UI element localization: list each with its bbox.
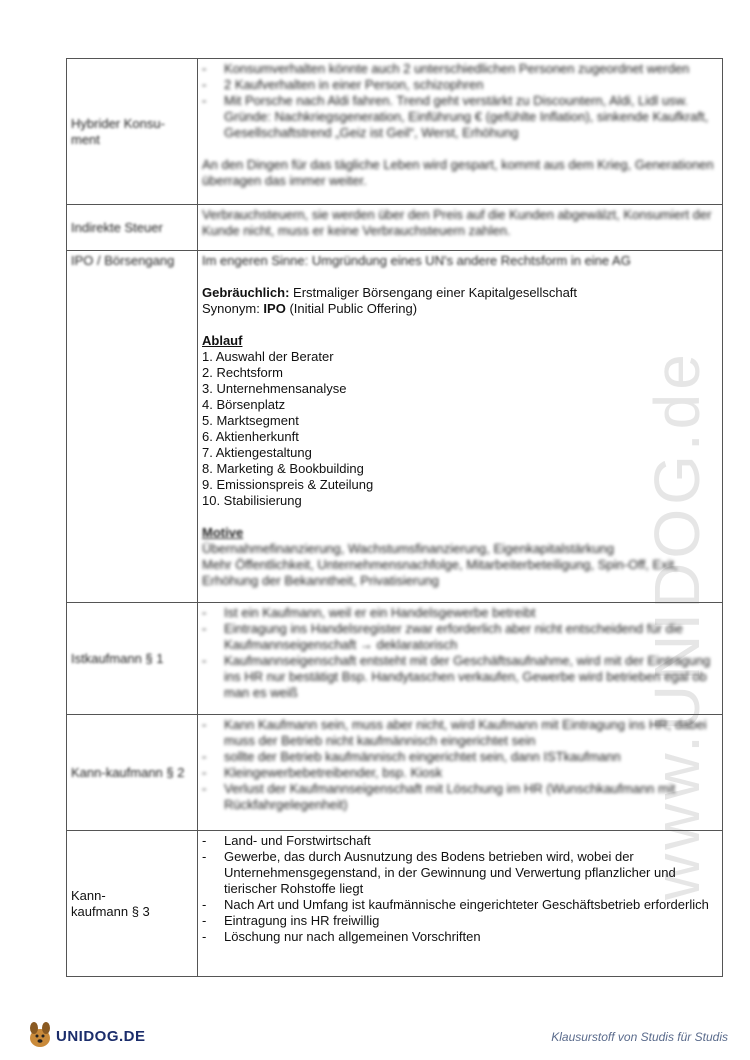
step-item: 5. Marktsegment — [202, 413, 299, 428]
row-label: Kann-kaufmann § 2 — [67, 715, 198, 831]
bullet-list — [202, 833, 718, 945]
bullet-list — [202, 605, 718, 701]
row-content — [198, 603, 723, 715]
paragraph: An den Dingen für das tägliche Leben wird gespart, kommt aus dem Krieg, Generationen überragen das immer weiter. — [202, 157, 714, 188]
bullet-list — [202, 61, 718, 141]
synonym: Synonym: IPO (Initial Public Offering) — [202, 301, 418, 316]
table-row — [67, 831, 723, 977]
list-item: - Nach Art und Umfang ist kaufmännische eingerichteter Geschäftsbetrieb erforderlich — [202, 897, 718, 913]
list-item: - Eintragung ins Handelsregister zwar erforderlich aber nicht entscheidend für die Kaufmannseigenschaft → deklaratorisch — [202, 621, 718, 653]
list-item: - Verlust der Kaufmannseigenschaft mit Löschung im HR (Wunschkaufmann mit Rückfahrgelegenheit) — [202, 781, 718, 813]
table-row — [67, 59, 723, 205]
list-item: - sollte der Betrieb kaufmännisch eingerichtet sein, dann ISTkaufmann — [202, 749, 718, 765]
footer-tagline: Klausurstoff von Studis für Studis — [551, 1030, 728, 1044]
list-item: - Land- und Forstwirtschaft — [202, 833, 718, 849]
list-item: - Kaufmannseigenschaft entsteht mit der Geschäftsaufnahme, wird mit der Eintragung ins HR nur bestätigt Bsp. Handytaschen verkaufen, Gewerbe wird betrieben egal ob man es weiß — [202, 653, 718, 701]
watermark: www.UNIDOG.de — [641, 350, 713, 900]
content-table — [66, 58, 723, 977]
ablauf-heading: Ablauf — [202, 333, 243, 348]
row-label: Hybrider Konsu-ment — [67, 59, 198, 205]
bullet-list — [202, 717, 718, 813]
row-content — [198, 715, 723, 831]
common-definition: Gebräuchlich: Erstmaliger Börsengang einer Kapitalgesellschaft — [202, 285, 578, 300]
list-item: - Kann Kaufmann sein, muss aber nicht, wird Kaufmann mit Eintragung ins HR, dabei muss der Betrieb nicht kaufmännisch eingerichtet sein — [202, 717, 718, 749]
step-item: 10. Stabilisierung — [202, 493, 302, 508]
narrow-definition: Im engeren Sinne: Umgründung eines UN's andere Rechtsform in eine AG — [202, 253, 631, 268]
row-label: Istkaufmann § 1 — [67, 603, 198, 715]
list-item: - Löschung nur nach allgemeinen Vorschriften — [202, 929, 718, 945]
step-item: 4. Börsenplatz — [202, 397, 286, 412]
list-item: - Mit Porsche nach Aldi fahren. Trend geht verstärkt zu Discountern, Aldi, Lidl usw. Gründe: Nachkriegsgeneration, Einführung € (gefühlte Inflation), sinkende Kaufkraft, Gesellschaftstrend „Geiz ist Geil“, Werst, Erhöhung — [202, 93, 718, 141]
step-item: 8. Marketing & Bookbuilding — [202, 461, 364, 476]
step-item: 7. Aktiengestaltung — [202, 445, 312, 460]
list-item: - Eintragung ins HR freiwillig — [202, 913, 718, 929]
step-item: 6. Aktienherkunft — [202, 429, 299, 444]
row-label: IPO / Börsengang — [67, 251, 198, 603]
table-row — [67, 715, 723, 831]
table-row — [67, 603, 723, 715]
step-item: 3. Unternehmensanalyse — [202, 381, 347, 396]
table-row — [67, 205, 723, 251]
step-item: 9. Emissionspreis & Zuteilung — [202, 477, 374, 492]
list-item: - Konsumverhalten könnte auch 2 unterschiedlichen Personen zugeordnet werden — [202, 61, 718, 77]
step-item: 2. Rechtsform — [202, 365, 283, 380]
list-item: - 2 Kaufverhalten in einer Person, schizophren — [202, 77, 718, 93]
motive-heading: Motive — [202, 525, 244, 540]
list-item: - Kleingewerbebetreibender, bsp. Kiosk — [202, 765, 718, 781]
motive-line: Erhöhung der Bekanntheit, Privatisierung — [202, 573, 440, 588]
table-row — [67, 251, 723, 603]
row-content — [198, 831, 723, 977]
row-content — [198, 251, 723, 603]
row-label: Kann- kaufmann § 3 — [67, 831, 198, 977]
list-item: - Ist ein Kaufmann, weil er ein Handelsgewerbe betreibt — [202, 605, 718, 621]
row-content — [198, 59, 723, 205]
row-content: Verbrauchsteuern, sie werden über den Preis auf die Kunden abgewälzt, Konsumiert der Kunde nicht, muss er keine Verbrauchsteuern zahlen. — [198, 205, 723, 251]
list-item: - Gewerbe, das durch Ausnutzung des Bodens betrieben wird, wobei der Unternehmensgegenstand, in der Gewinnung und Verwertung pflanzlicher und tierischer Rohstoffe liegt — [202, 849, 718, 897]
step-item: 1. Auswahl der Berater — [202, 349, 334, 364]
row-label: Indirekte Steuer — [67, 205, 198, 251]
motive-line: Mehr Öffentlichkeit, Unternehmensnachfolge, Mitarbeiterbeteiligung, Spin-Off, Exit, — [202, 557, 678, 572]
logo-text: UNIDOG.DE — [56, 1028, 146, 1045]
motive-line: Übernahmefinanzierung, Wachstumsfinanzierung, Eigenkapitalstärkung — [202, 541, 615, 556]
